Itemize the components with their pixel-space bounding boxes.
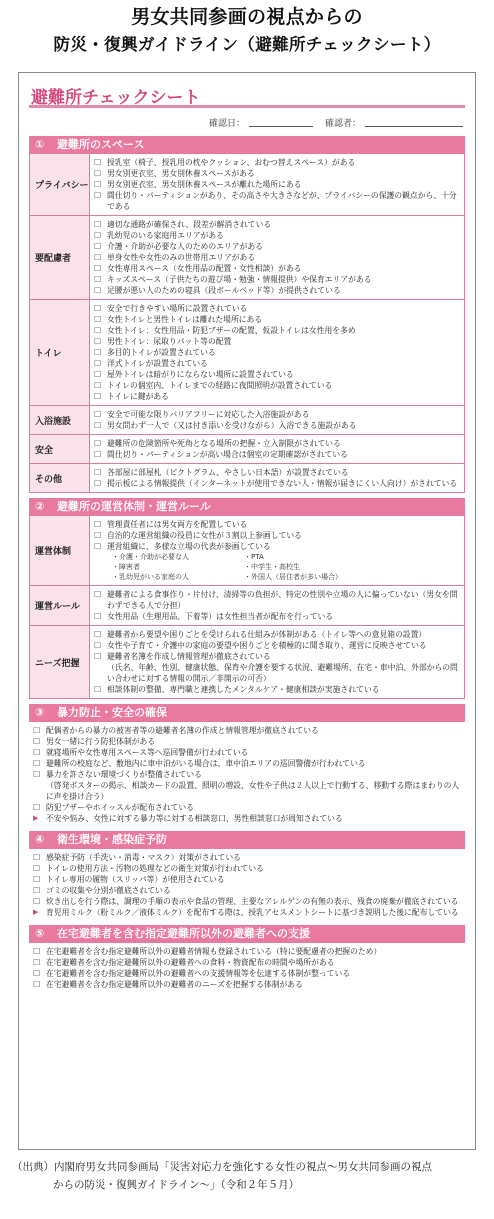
checklist-item-text: 屋外トイレは暗がりにならない場所に設置されている	[107, 370, 294, 379]
checkbox[interactable]: ☐	[33, 897, 41, 906]
checklist-item-text: 防犯ブザーやホイッスルが配布されている	[46, 803, 194, 812]
checkbox[interactable]: ☐	[94, 191, 102, 200]
checklist-item	[33, 852, 461, 863]
checkbox[interactable]: ☐	[94, 468, 102, 477]
checklist-item-text: トイレ専用の履物（スリッパ等）が使用されている	[46, 875, 225, 884]
checklist-item	[94, 263, 460, 274]
checklist-item	[33, 957, 461, 968]
checklist-item-text: 暴力を許さない環境づくりが整備されている （啓発ポスターの掲示、相談カードの設置、照明の増設、女性や子供は２人以上で行動する、移動する際はまわりの人に声を掛け合う）	[46, 770, 460, 801]
representative-item: ・PTA	[244, 553, 264, 561]
checklist-item	[94, 449, 460, 460]
category-items	[90, 435, 464, 463]
section-header	[29, 498, 465, 516]
checklist-item	[94, 347, 460, 358]
checklist-item-text: 安全で行きやすい場所に設置されている	[107, 304, 248, 313]
checklist-item	[94, 157, 460, 168]
representative-list	[94, 552, 460, 582]
checkbox[interactable]: ☐	[33, 853, 41, 862]
page-title-line2: 防災・復興ガイドライン（避難所チェックシート）	[53, 35, 441, 54]
category-label: 安全	[30, 435, 90, 463]
checklist-item	[33, 769, 461, 802]
section-header	[29, 925, 465, 943]
checklist-item-text: 在宅避難者を含む指定避難所以外の避難者情報も登録されている（特に要配慮者の把握のため）	[46, 947, 382, 956]
checklist-item	[94, 519, 460, 530]
representative-item: ・介護・介助が必要な人	[112, 553, 189, 561]
category-row	[29, 626, 465, 699]
checkbox[interactable]: ☐	[94, 590, 102, 599]
checklist-item	[94, 358, 460, 369]
representative-item: ・乳幼児がいる家庭の人	[112, 573, 189, 581]
checklist-item-text: ゴミの収集や分別が徹底されている	[46, 886, 171, 895]
checklist-item-text: 避難所の校庭など、敷地内に車中泊がいる場合は、車中泊エリアの巡回警備が行われている	[46, 759, 366, 768]
checklist-item-text: 授乳室（椅子、授乳用の枕やクッション、おむつ替えスペース）がある	[107, 158, 356, 167]
checklist-item-text: 洋式トイレが設置されている	[107, 359, 208, 368]
section-items	[29, 849, 465, 920]
checkbox[interactable]: ☐	[33, 969, 41, 978]
checkbox[interactable]: ☐	[94, 410, 102, 419]
checkbox[interactable]: ☐	[94, 370, 102, 379]
category-row	[29, 586, 465, 626]
checkbox[interactable]: ☐	[94, 542, 102, 551]
checklist-item-text: 各部屋に部屋札（ピクトグラム、やさしい日本語）が設置されている	[107, 468, 349, 477]
checklist-item	[33, 979, 461, 990]
checklist-item	[94, 285, 460, 296]
checklist-item-text: 男女問わず一人で（又は付き添いを受けながら）入浴できる施設がある	[107, 421, 357, 430]
checklist-item-text: 足腰が悪い人のための寝具（段ボールベッド等）が提供されている	[107, 286, 341, 295]
checkbox[interactable]: ☐	[94, 158, 102, 167]
checkbox[interactable]: ☐	[94, 359, 102, 368]
checklist-item	[94, 478, 460, 489]
checkbox[interactable]: ☐	[94, 652, 102, 661]
checkbox[interactable]: ☐	[94, 630, 102, 639]
category-row	[29, 300, 465, 406]
checkbox[interactable]: ☐	[33, 864, 41, 873]
checklist-item-text: 配偶者からの暴力の被害者等の避難者名簿の作成と情報管理が徹底されている	[46, 726, 319, 735]
checklist-item-text: 男女一緒に行う防犯体制がある	[46, 737, 156, 746]
checklist-item-text: 自治的な運営組織の役員に女性が３割以上参画している	[107, 531, 302, 540]
checklist-item-text: 女性トイレ：女性用品・防犯ブザーの配置、仮設トイレは女性用を多め	[107, 326, 356, 335]
checklist-item-text: 避難所の危険箇所や死角となる場所の把握・立入制限がされている	[107, 439, 341, 448]
checklist-item-text: 介護・介助が必要な人のためのエリアがある	[107, 242, 263, 251]
checklist-item-text: 就寝場所や女性専用スペース等へ巡回警備が行われている	[46, 748, 249, 757]
section-header	[29, 136, 465, 154]
arrow-bullet-icon: ▶	[33, 814, 39, 822]
checkbox[interactable]: ☐	[33, 803, 41, 812]
section-items	[29, 943, 465, 992]
checklist-item	[94, 409, 460, 420]
checklist-item-text: 多目的トイレが設置されている	[107, 348, 216, 357]
checklist-item-text: 間仕切り・パーティションが高い場合は個室の定期確認がされている	[107, 450, 348, 459]
checklist-item-text: 運営組織に、多様な立場の代表が参画している	[107, 542, 271, 551]
checkbox[interactable]: ☐	[94, 220, 102, 229]
checkbox[interactable]: ☐	[94, 531, 102, 540]
checkbox[interactable]: ☐	[33, 875, 41, 884]
checklist-item	[33, 885, 461, 896]
checkbox[interactable]: ☐	[94, 286, 102, 295]
section-title: 避難所のスペース	[57, 138, 145, 151]
checklist-item-text: 適切な通路が確保され、段差が解消されている	[107, 220, 272, 229]
category-items	[90, 516, 464, 585]
checkbox[interactable]: ☐	[94, 242, 102, 251]
checklist-item	[94, 314, 460, 325]
checkbox[interactable]: ☐	[94, 337, 102, 346]
confirm-fields	[19, 108, 475, 136]
checkbox[interactable]: ☐	[94, 169, 102, 178]
checklist-item	[94, 530, 460, 541]
checkbox[interactable]: ☐	[94, 392, 102, 401]
checklist-item-text: 管理責任者には男女両方を配置している	[107, 520, 248, 529]
checkbox[interactable]: ☐	[94, 264, 102, 273]
checklist-item-text: 単身女性や女性のみの世帯用エリアがある	[107, 253, 256, 262]
checklist-item	[33, 802, 461, 813]
category-row	[29, 464, 465, 493]
checklist-item	[94, 274, 460, 285]
checklist-item	[94, 391, 460, 402]
category-label: 運営体制	[30, 516, 90, 585]
category-label: その他	[30, 464, 90, 492]
arrow-bullet-icon: ▶	[33, 908, 39, 916]
page-title	[0, 0, 494, 58]
checklist-item-text: 感染症予防（手洗い・消毒・マスク）対策がされている	[46, 853, 241, 862]
category-items	[90, 300, 464, 405]
category-label: 要配慮者	[30, 216, 90, 299]
checkbox[interactable]: ☐	[33, 737, 41, 746]
checklist-item	[94, 190, 460, 212]
checklist-item	[33, 874, 461, 885]
section-header	[29, 831, 465, 849]
checklist-item	[94, 241, 460, 252]
checklist-item-text: 男性トイレ：尿取りパット等の配置	[107, 337, 232, 346]
section-number: ②	[35, 500, 45, 513]
section-title: 衛生環境・感染症予防	[57, 833, 167, 846]
category-row	[29, 516, 465, 586]
checkbox[interactable]: ☐	[94, 612, 102, 621]
checkbox[interactable]: ☐	[33, 759, 41, 768]
section-title: 暴力防止・安全の確保	[57, 706, 167, 719]
checklist-item	[94, 640, 460, 651]
page-title-line1: 男女共同参画の視点からの	[131, 6, 363, 28]
checklist-item-text: 在宅避難者を含む指定避難所以外の避難者への食料・物資配布の時間や場所がある	[46, 958, 335, 967]
checklist-item	[94, 168, 460, 179]
category-row	[29, 154, 465, 216]
checkbox[interactable]: ☐	[33, 980, 41, 989]
checkbox[interactable]: ☐	[94, 315, 102, 324]
section-2	[29, 498, 465, 699]
category-row	[29, 435, 465, 464]
checklist-item	[94, 629, 460, 640]
checklist-item-text: 避難者名簿を作成し情報管理が徹底されている （氏名、年齢、性別、健康状態、保育や介護を要する状況、避難場所、在宅・車中泊、外部からの問い合わせに対する情報の開示／非開示の可否）	[107, 652, 458, 683]
category-items	[90, 406, 464, 434]
checklist-item-text: 女性トイレと男性トイレは離れた場所にある	[107, 315, 263, 324]
checklist-item-text: 安全で可能な限りバリアフリーに対応した入浴施設がある	[107, 410, 310, 419]
source-line1: （出典）内閣府男女共同参画局「災害対応力を強化する女性の視点～男女共同参画の視点	[12, 1161, 432, 1173]
checkbox[interactable]: ☐	[94, 253, 102, 262]
category-items	[90, 586, 464, 625]
checklist-item-text: 男女別更衣室、男女別休養スペースがある	[107, 169, 255, 178]
checklist-item	[33, 946, 461, 957]
checkbox[interactable]: ☐	[33, 726, 41, 735]
checklist-item-text: トイレに鍵がある	[107, 392, 169, 401]
checkbox[interactable]: ☐	[94, 685, 102, 694]
checkbox[interactable]: ☐	[33, 748, 41, 757]
checkbox[interactable]: ☐	[94, 421, 102, 430]
category-row	[29, 216, 465, 300]
checklist-item	[94, 325, 460, 336]
checklist-item	[94, 684, 460, 695]
category-items	[90, 626, 464, 698]
section-number: ⑤	[35, 927, 45, 940]
representative-item: ・中学生・高校生	[244, 563, 300, 571]
checkbox[interactable]: ☐	[94, 520, 102, 529]
checkbox[interactable]: ☐	[94, 450, 102, 459]
checkbox[interactable]: ☐	[94, 180, 102, 189]
section-items	[29, 722, 465, 826]
checklist-item	[94, 336, 460, 347]
checklist-item	[33, 907, 461, 918]
checkbox[interactable]: ☐	[33, 770, 41, 779]
checklist-item	[94, 252, 460, 263]
checklist-item-text: キッズスペース（子供たちの遊び場・勉強・情報提供）や保育エリアがある	[107, 275, 372, 284]
checkbox[interactable]: ☐	[94, 275, 102, 284]
category-items	[90, 154, 464, 215]
checklist-item-text: 在宅避難者を含む指定避難所以外の避難者への支援情報等を伝達する体制が整っている	[46, 969, 351, 978]
confirm-person-field[interactable]	[365, 117, 463, 127]
checklist-item	[33, 758, 461, 769]
section-4	[29, 831, 465, 920]
checklist-item	[94, 438, 460, 449]
checklist-item	[33, 736, 461, 747]
checklist-item	[94, 219, 460, 230]
section-number: ①	[35, 138, 45, 151]
representative-item: ・障害者	[112, 563, 140, 571]
checklist-sheet	[18, 72, 476, 1150]
category-row	[29, 406, 465, 435]
checkbox[interactable]: ☐	[94, 326, 102, 335]
checklist-item-text: 女性や子育て・介護中の家庭の要望や困りごとを積極的に聞き取り、運営に反映させている	[107, 641, 427, 650]
checklist-item-text: 育児用ミルク（粉ミルク／液体ミルク）を配布する際は、授乳アセスメントシートに基づき説明した後に配布している	[46, 908, 459, 917]
checklist-item	[94, 369, 460, 380]
representative-item: ・外国人（居住者が多い場合）	[244, 573, 342, 581]
section-number: ④	[35, 833, 45, 846]
checklist-item-text: 相談体制の整備、専門職と連携したメンタルケア・健康相談が実施されている	[107, 685, 380, 694]
checklist-item-text: 乳幼児のいる家庭用エリアがある	[107, 231, 224, 240]
checklist-item	[94, 589, 460, 611]
category-label: 運営ルール	[30, 586, 90, 625]
checklist-item-text: 在宅避難者を含む指定避難所以外の避難者のニーズを把握する体制がある	[46, 980, 303, 989]
checklist-item-text: トイレの使用方法・汚物の処理などの衛生対策が行われている	[46, 864, 264, 873]
section-3	[29, 704, 465, 826]
checkbox[interactable]: ☐	[33, 886, 41, 895]
checklist-item	[33, 725, 461, 736]
section-1	[29, 136, 465, 493]
checklist-item-text: トイレの個室内、トイレまでの経路に夜間照明が設置されている	[107, 381, 333, 390]
checklist-item-text: 女性専用スペース（女性用品の配置・女性相談）がある	[107, 264, 302, 273]
checklist-item	[33, 813, 461, 824]
checklist-item	[94, 651, 460, 684]
checklist-item	[94, 179, 460, 190]
checklist-item-text: 男女別更衣室、男女別休養スペースが離れた場所にある	[107, 180, 302, 189]
section-title: 在宅避難者を含む指定避難所以外の避難者への支援	[57, 927, 310, 940]
checklist-item-text: 掲示板による情報提供（インターネットが使用できない人・情報が届きにくい人向け）がされている	[107, 479, 458, 488]
checklist-item-text: 炊き出しを行う際は、調理の手順の表示や食品の管理、主要なアレルゲンの有無の表示、残食の廃棄が徹底されている	[46, 897, 459, 906]
checklist-item	[33, 747, 461, 758]
checklist-item	[94, 467, 460, 478]
category-label: ニーズ把握	[30, 626, 90, 698]
source-citation	[12, 1158, 486, 1194]
checklist-item-text: 避難者から要望や困りごとを受けられる仕組みが体制がある（トイレ等への意見箱の設置）	[107, 630, 427, 639]
sheet-heading: 避難所チェックシート	[31, 88, 201, 108]
section-number: ③	[35, 706, 45, 719]
checklist-item-text: 女性用品（生理用品、下着等）は女性担当者が配布を行っている	[107, 612, 334, 621]
section-5	[29, 925, 465, 992]
checkbox[interactable]: ☐	[94, 348, 102, 357]
confirm-date-field[interactable]	[249, 117, 313, 127]
category-label: トイレ	[30, 300, 90, 405]
checkbox[interactable]: ☐	[94, 439, 102, 448]
category-items	[90, 216, 464, 299]
checklist-sections	[19, 136, 475, 992]
checklist-item-text: 不安や悩み、女性に対する暴力等に対する相談窓口、男性相談窓口が周知されている	[46, 814, 343, 823]
confirm-date-label: 確認日：	[208, 118, 245, 129]
category-label: 入浴施設	[30, 406, 90, 434]
category-items	[90, 464, 464, 492]
checkbox[interactable]: ☐	[94, 381, 102, 390]
checkbox[interactable]: ☐	[94, 641, 102, 650]
checklist-item	[33, 896, 461, 907]
checklist-item	[33, 968, 461, 979]
section-header	[29, 704, 465, 722]
checklist-item	[33, 863, 461, 874]
source-line2: からの防災・復興ガイドライン～」（令和２年５月）	[53, 1179, 300, 1191]
checklist-item-text: 間仕切り・パーティションがあり、その高さや大きさなどが、プライバシーの保護の観点から、十分である	[107, 191, 457, 211]
checklist-item	[94, 611, 460, 622]
checkbox[interactable]: ☐	[33, 958, 41, 967]
checklist-item-text: 避難者による食事作り・片付け、清掃等の負担が、特定の性別や立場の人に偏っていない（男女を問わずできる人で分担）	[107, 590, 458, 610]
checklist-item	[94, 541, 460, 552]
checkbox[interactable]: ☐	[33, 947, 41, 956]
checkbox[interactable]: ☐	[94, 479, 102, 488]
checklist-item	[94, 380, 460, 391]
checklist-item	[94, 420, 460, 431]
checklist-item	[94, 303, 460, 314]
category-label: プライバシー	[30, 154, 90, 215]
checklist-item	[94, 230, 460, 241]
checkbox[interactable]: ☐	[94, 304, 102, 313]
confirm-person-label: 確認者：	[324, 118, 361, 129]
checkbox[interactable]: ☐	[94, 231, 102, 240]
section-title: 避難所の運営体制・運営ルール	[57, 500, 211, 513]
